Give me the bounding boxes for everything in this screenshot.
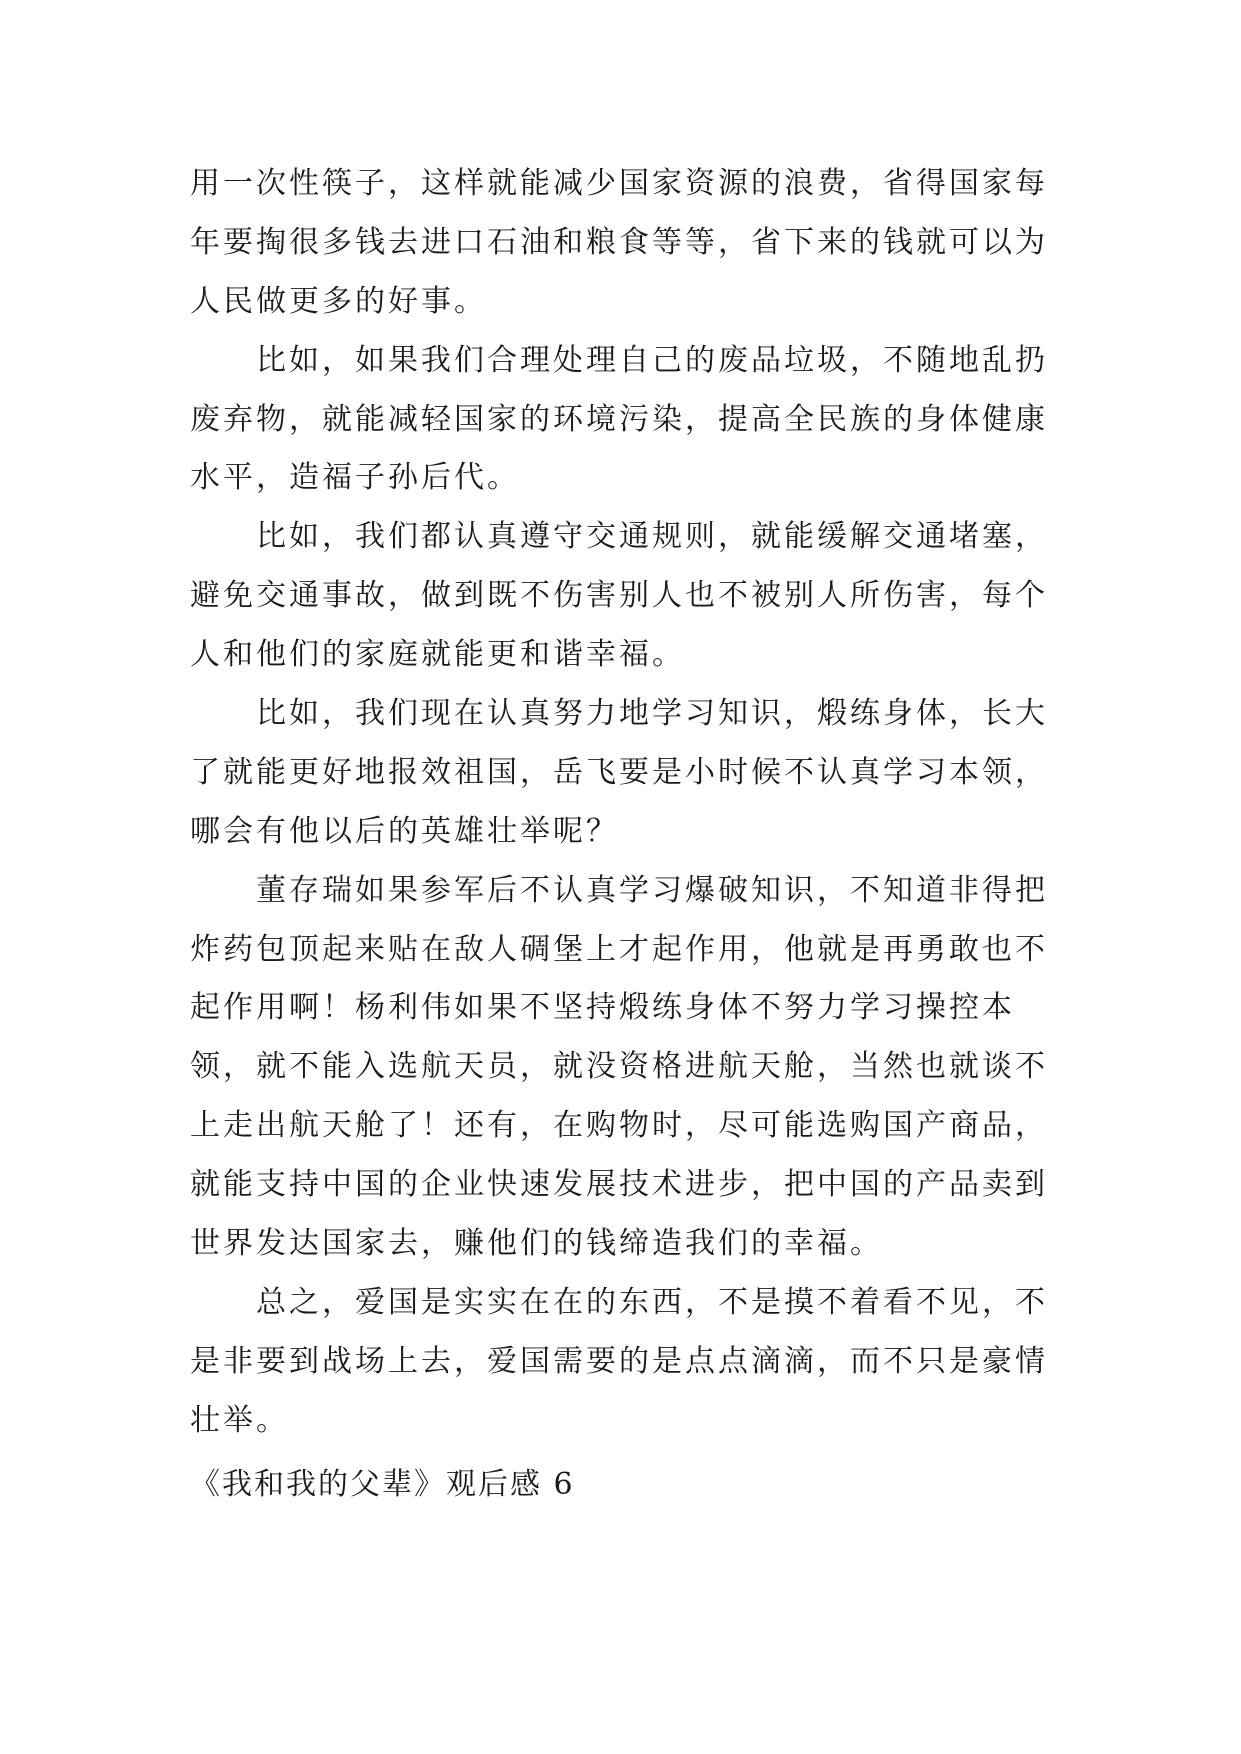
text-line: 人民做更多的好事。 [190, 283, 487, 319]
text-line: 上走出航天舱了！还有，在购物时，尽可能选购国产商品， [190, 1108, 1048, 1144]
text-line: 用一次性筷子，这样就能减少国家资源的浪费，省得国家每 [190, 166, 1048, 201]
text-line: 炸药包顶起来贴在敌人碉堡上才起作用，他就是再勇敢也不 [190, 931, 1048, 967]
text-line: 比如，我们都认真遵守交通规则，就能缓解交通堵塞， [190, 519, 1048, 555]
section-heading: 《我和我的父辈》观后感 6 [190, 1467, 575, 1502]
text-line: 避免交通事故，做到既不伤害别人也不被别人所伤害，每个 [190, 578, 1048, 614]
text-line: 领，就不能入选航天员，就没资格进航天舱，当然也就谈不 [190, 1049, 1048, 1085]
text-line: 起作用啊！杨利伟如果不坚持煅练身体不努力学习操控本 [190, 990, 1015, 1026]
text-line: 比如，如果我们合理处理自己的废品垃圾，不随地乱扔 [190, 342, 1048, 378]
text-line: 总之，爱国是实实在在的东西，不是摸不着看不见，不 [190, 1284, 1048, 1320]
text-line: 人和他们的家庭就能更和谐幸福。 [190, 637, 685, 673]
text-line: 是非要到战场上去，爱国需要的是点点滴滴，而不只是豪情 [190, 1343, 1048, 1379]
text-line: 比如，我们现在认真努力地学习知识，煅练身体，长大 [190, 696, 1048, 732]
text-line: 废弃物，就能减轻国家的环境污染，提高全民族的身体健康 [190, 401, 1048, 437]
body-text [190, 155, 1060, 1451]
text-line: 年要掏很多钱去进口石油和粮食等等，省下来的钱就可以为 [190, 224, 1048, 260]
text-line: 壮举。 [190, 1402, 289, 1438]
text-line: 世界发达国家去，赚他们的钱缔造我们的幸福。 [190, 1226, 883, 1262]
text-line: 哪会有他以后的英雄壮举呢？ [190, 813, 619, 849]
text-line: 就能支持中国的企业快速发展技术进步，把中国的产品卖到 [190, 1167, 1048, 1203]
text-line: 了就能更好地报效祖国，岳飞要是小时候不认真学习本领， [190, 754, 1048, 790]
text-line: 董存瑞如果参军后不认真学习爆破知识，不知道非得把 [190, 872, 1048, 908]
text-line: 水平，造福子孙后代。 [190, 460, 520, 496]
